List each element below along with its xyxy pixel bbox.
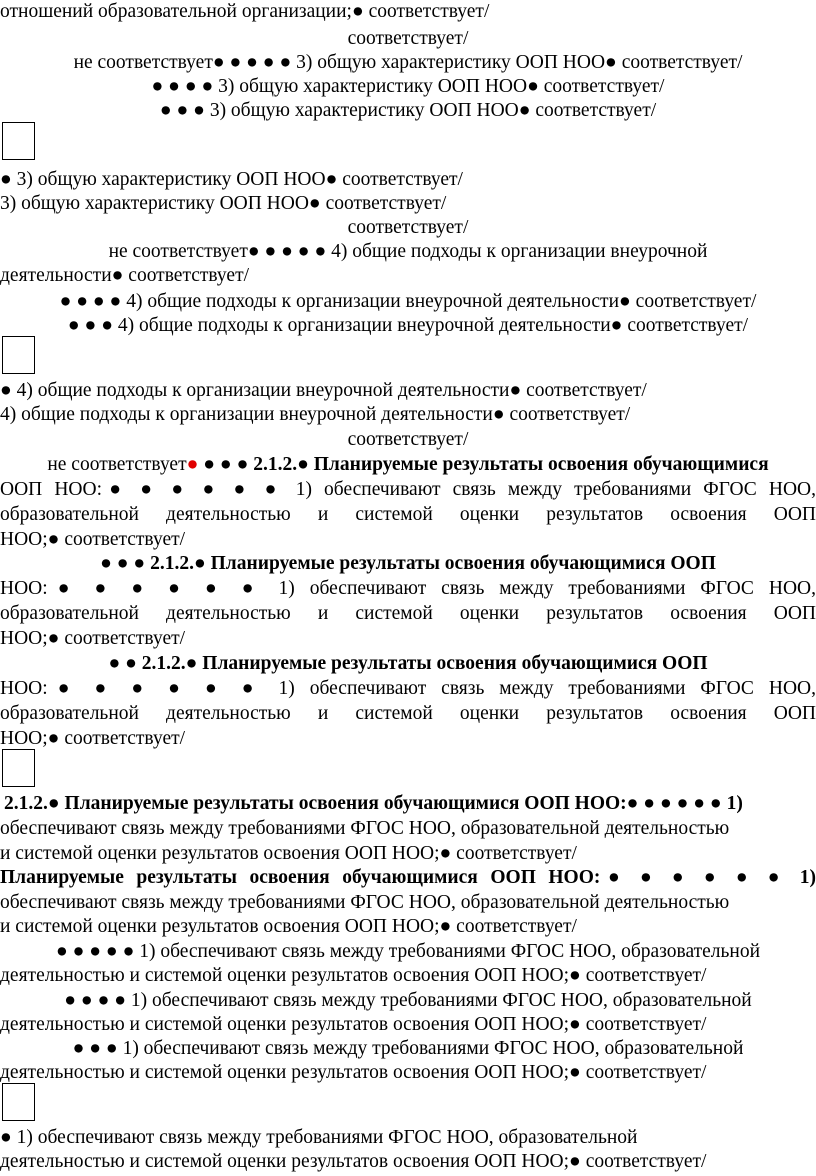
heading-line: ● ● 2.1.2.● Планируемые результаты освоения обучающимися ООП bbox=[108, 653, 708, 674]
text-line: ● ● ● ● 4) общие подходы к организации внеурочной деятельности● соответствует/ bbox=[59, 291, 757, 312]
text-line: образовательной деятельностью и системой оценки результатов освоения ООП bbox=[0, 603, 816, 624]
text-line: ● ● ● 1) обеспечивают связь между требованиями ФГОС НОО, образовательной bbox=[72, 1038, 744, 1059]
text-line: НОО;● соответствует/ bbox=[0, 728, 186, 749]
text-line: и системой оценки результатов освоения ООП НОО;● соответствует/ bbox=[0, 916, 577, 937]
text-line: деятельности● соответствует/ bbox=[0, 265, 250, 286]
checkbox[interactable] bbox=[2, 1083, 35, 1121]
section-title: 2.1.2.● Планируемые результаты освоения обучающимися bbox=[253, 454, 769, 475]
checkbox[interactable] bbox=[2, 749, 35, 787]
text-line: ● ● ● 4) общие подходы к организации внеурочной деятельности● соответствует/ bbox=[67, 315, 749, 336]
text-line: ● ● ● ● 1) обеспечивают связь между требованиями ФГОС НОО, образовательной bbox=[64, 990, 752, 1011]
text-span: не соответствует bbox=[47, 454, 187, 475]
text-line: обеспечивают связь между требованиями ФГОС НОО, образовательной деятельностью bbox=[0, 818, 730, 839]
text-line: ● ● ● ● ● 1) обеспечивают связь между требованиями ФГОС НОО, образовательной bbox=[55, 941, 761, 962]
text-line: образовательной деятельностью и системой оценки результатов освоения ООП bbox=[0, 504, 816, 525]
text-line: деятельностью и системой оценки результатов освоения ООП НОО;● соответствует/ bbox=[0, 1151, 707, 1172]
text-line: НОО;● соответствует/ bbox=[0, 529, 186, 550]
checkbox[interactable] bbox=[2, 336, 35, 374]
text-span: ● ● ● bbox=[198, 454, 254, 475]
text-line: деятельностью и системой оценки результатов освоения ООП НОО;● соответствует/ bbox=[0, 965, 707, 986]
text-line: соответствует/ bbox=[347, 28, 469, 49]
text-line: НОО:● ● ● ● ● ● 1) обеспечивают связь между требованиями ФГОС НОО, bbox=[0, 578, 816, 599]
text-line: ● ● ● ● 3) общую характеристику ООП НОО● соответствует/ bbox=[151, 76, 665, 97]
text-line: образовательной деятельностью и системой оценки результатов освоения ООП bbox=[0, 703, 816, 724]
checkbox[interactable] bbox=[2, 122, 35, 160]
text-line: ● ● ● 3) общую характеристику ООП НОО● соответствует/ bbox=[159, 100, 657, 121]
text-line: соответствует/ bbox=[347, 217, 469, 238]
text-line: не соответствует● ● ● ● ● 4) общие подходы к организации внеурочной bbox=[108, 241, 708, 262]
text-line: НОО;● соответствует/ bbox=[0, 628, 186, 649]
heading-line: ● ● ● 2.1.2.● Планируемые результаты освоения обучающимися ООП bbox=[100, 553, 716, 574]
text-line: 4) общие подходы к организации внеурочной деятельности● соответствует/ bbox=[0, 404, 631, 425]
text-line: деятельностью и системой оценки результатов освоения ООП НОО;● соответствует/ bbox=[0, 1014, 707, 1035]
text-line: 3) общую характеристику ООП НОО● соответствует/ bbox=[0, 193, 447, 214]
heading-line: Планируемые результаты освоения обучающимися ООП НОО:● ● ● ● ● ● 1) bbox=[0, 867, 816, 888]
text-line: ● 4) общие подходы к организации внеурочной деятельности● соответствует/ bbox=[0, 380, 647, 401]
text-line: соответствует/ bbox=[347, 429, 469, 450]
text-line: обеспечивают связь между требованиями ФГОС НОО, образовательной деятельностью bbox=[0, 892, 730, 913]
red-bullet: ● bbox=[186, 454, 199, 475]
text-line: не соответствует● ● ● ● ● 3) общую характеристику ООП НОО● соответствует/ bbox=[73, 52, 743, 73]
heading-line bbox=[0, 453, 816, 477]
text-line: деятельностью и системой оценки результатов освоения ООП НОО;● соответствует/ bbox=[0, 1062, 707, 1083]
text-line: ● 1) обеспечивают связь между требованиями ФГОС НОО, образовательной bbox=[0, 1127, 638, 1148]
heading-line: 2.1.2.● Планируемые результаты освоения обучающимися ООП НОО:● ● ● ● ● ● 1) bbox=[4, 793, 743, 814]
text-line: и системой оценки результатов освоения ООП НОО;● соответствует/ bbox=[0, 843, 577, 864]
text-line: ООП НОО:● ● ● ● ● ● 1) обеспечивают связь между требованиями ФГОС НОО, bbox=[0, 479, 816, 500]
text-line: отношений образовательной организации;● соответствует/ bbox=[0, 1, 490, 22]
text-line: НОО:● ● ● ● ● ● 1) обеспечивают связь между требованиями ФГОС НОО, bbox=[0, 678, 816, 699]
text-line: ● 3) общую характеристику ООП НОО● соответствует/ bbox=[0, 169, 463, 190]
